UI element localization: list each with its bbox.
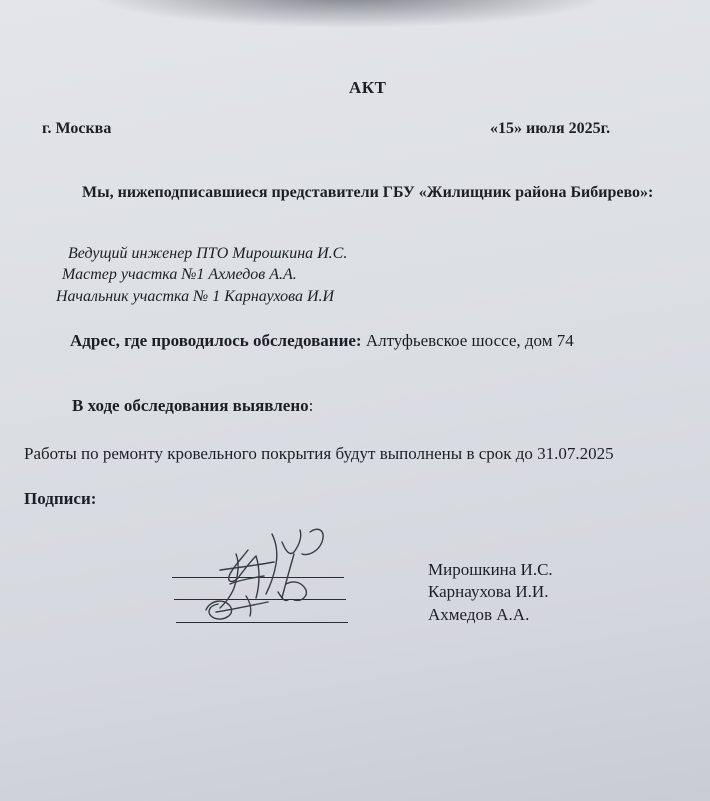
signer-name: Карнаухова И.И. (428, 582, 549, 601)
document-title: АКТ (349, 78, 387, 97)
handwritten-signature (190, 512, 340, 632)
inspection-address (70, 331, 574, 351)
findings-text: Работы по ремонту кровельного покрытия будут выполнены в срок до 31.07.2025 (24, 444, 614, 463)
signer-name: Ахмедов А.А. (428, 605, 530, 624)
commission-member: Мастер участка №1 Ахмедов А.А. (62, 266, 297, 283)
findings-label: В ходе обследования выявлено (72, 396, 309, 415)
address-label: Адрес, где проводилось обследование: (70, 331, 362, 350)
intro-paragraph: Мы, нижеподписавшиеся представители ГБУ «Жилищник района Бибирево»: (82, 184, 654, 201)
document-city: г. Москва (42, 120, 112, 137)
commission-member: Начальник участка № 1 Карнаухова И.И (56, 288, 335, 305)
commission-member: Ведущий инженер ПТО Мирошкина И.С. (68, 245, 348, 262)
document-date: «15» июля 2025г. (490, 120, 611, 137)
signer-name: Мирошкина И.С. (428, 560, 553, 579)
findings-colon: : (308, 396, 314, 415)
findings-heading (72, 396, 313, 416)
address-value: Алтуфьевское шоссе, дом 74 (365, 331, 574, 350)
signatures-label: Подписи: (24, 489, 97, 508)
